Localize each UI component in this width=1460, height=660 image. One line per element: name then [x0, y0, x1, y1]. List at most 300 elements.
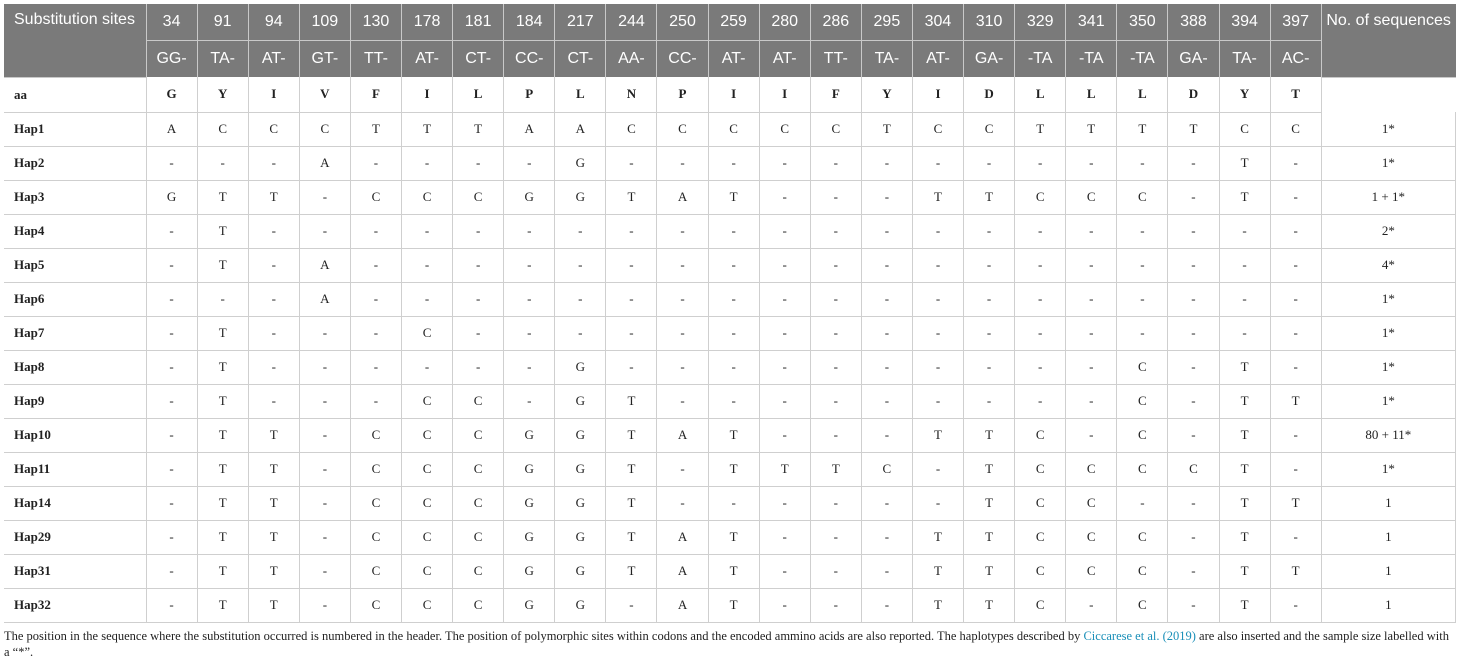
substitution-table: [4, 4, 1456, 623]
nucleotide-cell: -: [248, 146, 299, 180]
nucleotide-cell: -: [912, 248, 963, 282]
nucleotide-cell: -: [350, 350, 401, 384]
nucleotide-cell: T: [606, 452, 657, 486]
nucleotide-cell: -: [1270, 282, 1321, 316]
nucleotide-cell: -: [1168, 350, 1219, 384]
nucleotide-cell: C: [1117, 384, 1168, 418]
amino-acid-cell: I: [912, 77, 963, 112]
nucleotide-cell: -: [912, 384, 963, 418]
nucleotide-cell: -: [1015, 350, 1066, 384]
nucleotide-cell: A: [299, 248, 350, 282]
codon-header: CT-: [453, 41, 504, 78]
codon-header: TT-: [350, 41, 401, 78]
amino-acid-cell: I: [759, 77, 810, 112]
nucleotide-cell: C: [402, 384, 453, 418]
site-position-header: 109: [299, 4, 350, 41]
table-header: [4, 4, 1456, 77]
nucleotide-cell: -: [606, 214, 657, 248]
nucleotide-cell: T: [197, 520, 248, 554]
nucleotide-cell: C: [350, 554, 401, 588]
nucleotide-cell: C: [606, 112, 657, 146]
nucleotide-cell: -: [146, 350, 197, 384]
nucleotide-cell: -: [861, 350, 912, 384]
nucleotide-cell: -: [1219, 282, 1270, 316]
nucleotide-cell: -: [453, 248, 504, 282]
nucleotide-cell: C: [1270, 112, 1321, 146]
nucleotide-cell: -: [861, 486, 912, 520]
nucleotide-cell: -: [453, 282, 504, 316]
nucleotide-cell: -: [402, 214, 453, 248]
site-position-header: 304: [912, 4, 963, 41]
nucleotide-cell: C: [402, 316, 453, 350]
nucleotide-cell: -: [1117, 146, 1168, 180]
nucleotide-cell: -: [1168, 214, 1219, 248]
nucleotide-cell: -: [1015, 214, 1066, 248]
sequence-count-cell: 1*: [1321, 316, 1455, 350]
nucleotide-cell: -: [1066, 350, 1117, 384]
nucleotide-cell: C: [402, 486, 453, 520]
nucleotide-cell: C: [1015, 588, 1066, 622]
nucleotide-cell: G: [555, 418, 606, 452]
amino-acid-cell: I: [248, 77, 299, 112]
amino-acid-cell: I: [708, 77, 759, 112]
nucleotide-cell: -: [248, 282, 299, 316]
nucleotide-cell: C: [402, 452, 453, 486]
amino-acid-row: [4, 77, 1456, 112]
amino-acid-cell: L: [1066, 77, 1117, 112]
nucleotide-cell: -: [453, 350, 504, 384]
nucleotide-cell: -: [810, 180, 861, 214]
nucleotide-cell: T: [1117, 112, 1168, 146]
nucleotide-cell: C: [350, 588, 401, 622]
site-position-header: 341: [1066, 4, 1117, 41]
nucleotide-cell: -: [759, 520, 810, 554]
nucleotide-cell: C: [708, 112, 759, 146]
site-position-header: 244: [606, 4, 657, 41]
nucleotide-cell: T: [964, 418, 1015, 452]
nucleotide-cell: -: [504, 248, 555, 282]
codon-header: GA-: [1168, 41, 1219, 78]
nucleotide-cell: T: [197, 214, 248, 248]
nucleotide-cell: C: [350, 520, 401, 554]
nucleotide-cell: T: [964, 180, 1015, 214]
nucleotide-cell: -: [912, 214, 963, 248]
nucleotide-cell: -: [402, 282, 453, 316]
amino-acid-cell: V: [299, 77, 350, 112]
caption-citation-link[interactable]: Ciccarese et al. (2019): [1083, 628, 1196, 643]
nucleotide-cell: T: [1219, 146, 1270, 180]
nucleotide-cell: T: [606, 520, 657, 554]
nucleotide-cell: T: [197, 180, 248, 214]
nucleotide-cell: T: [197, 588, 248, 622]
nucleotide-cell: T: [1219, 588, 1270, 622]
nucleotide-cell: -: [248, 384, 299, 418]
nucleotide-cell: -: [350, 248, 401, 282]
site-position-header: 130: [350, 4, 401, 41]
nucleotide-cell: T: [1270, 384, 1321, 418]
nucleotide-cell: -: [402, 146, 453, 180]
nucleotide-cell: A: [657, 180, 708, 214]
nucleotide-cell: -: [555, 248, 606, 282]
nucleotide-cell: C: [1015, 452, 1066, 486]
nucleotide-cell: T: [606, 418, 657, 452]
nucleotide-cell: A: [555, 112, 606, 146]
nucleotide-cell: C: [350, 452, 401, 486]
nucleotide-cell: -: [1168, 248, 1219, 282]
haplotype-label: Hap9: [4, 384, 146, 418]
amino-acid-cell: F: [810, 77, 861, 112]
codon-header: AA-: [606, 41, 657, 78]
nucleotide-cell: T: [248, 452, 299, 486]
nucleotide-cell: -: [810, 350, 861, 384]
nucleotide-cell: C: [453, 180, 504, 214]
nucleotide-cell: G: [504, 588, 555, 622]
nucleotide-cell: -: [504, 146, 555, 180]
nucleotide-cell: -: [1168, 588, 1219, 622]
nucleotide-cell: -: [1066, 316, 1117, 350]
nucleotide-cell: -: [708, 282, 759, 316]
nucleotide-cell: T: [708, 588, 759, 622]
nucleotide-cell: C: [1117, 588, 1168, 622]
nucleotide-cell: C: [453, 588, 504, 622]
nucleotide-cell: G: [555, 146, 606, 180]
nucleotide-cell: T: [606, 180, 657, 214]
nucleotide-cell: A: [504, 112, 555, 146]
nucleotide-cell: -: [350, 384, 401, 418]
nucleotide-cell: -: [146, 316, 197, 350]
nucleotide-cell: T: [1219, 418, 1270, 452]
nucleotide-cell: -: [146, 486, 197, 520]
nucleotide-cell: T: [248, 180, 299, 214]
nucleotide-cell: -: [299, 554, 350, 588]
amino-acid-cell: D: [964, 77, 1015, 112]
caption-text-end: are also inserted and the sample size labelled with a “*”.: [4, 628, 1449, 659]
nucleotide-cell: -: [861, 248, 912, 282]
nucleotide-cell: A: [299, 282, 350, 316]
nucleotide-cell: -: [708, 350, 759, 384]
sequence-count-cell: 1*: [1321, 282, 1455, 316]
nucleotide-cell: -: [504, 350, 555, 384]
haplotype-row: [4, 248, 1456, 282]
codon-header: AT-: [248, 41, 299, 78]
haplotype-row: [4, 520, 1456, 554]
nucleotide-cell: -: [1270, 180, 1321, 214]
nucleotide-cell: -: [657, 350, 708, 384]
nucleotide-cell: A: [657, 588, 708, 622]
nucleotide-cell: C: [453, 418, 504, 452]
haplotype-label: Hap14: [4, 486, 146, 520]
nucleotide-cell: -: [657, 282, 708, 316]
haplotype-label: Hap1: [4, 112, 146, 146]
nucleotide-cell: C: [453, 486, 504, 520]
nucleotide-cell: -: [1066, 384, 1117, 418]
nucleotide-cell: C: [1117, 418, 1168, 452]
nucleotide-cell: T: [248, 520, 299, 554]
nucleotide-cell: -: [1219, 248, 1270, 282]
haplotype-row: [4, 486, 1456, 520]
nucleotide-cell: -: [861, 180, 912, 214]
nucleotide-cell: C: [248, 112, 299, 146]
nucleotide-cell: G: [555, 452, 606, 486]
nucleotide-cell: -: [1219, 214, 1270, 248]
nucleotide-cell: C: [453, 554, 504, 588]
nucleotide-cell: -: [861, 282, 912, 316]
nucleotide-cell: G: [504, 180, 555, 214]
nucleotide-cell: G: [504, 452, 555, 486]
nucleotide-cell: -: [1066, 146, 1117, 180]
sequence-count-cell: 1: [1321, 486, 1455, 520]
site-position-header: 259: [708, 4, 759, 41]
nucleotide-cell: -: [146, 588, 197, 622]
nucleotide-cell: T: [1270, 486, 1321, 520]
nucleotide-cell: -: [964, 248, 1015, 282]
site-position-header: 397: [1270, 4, 1321, 41]
nucleotide-cell: -: [299, 180, 350, 214]
nucleotide-cell: -: [504, 384, 555, 418]
site-position-header: 184: [504, 4, 555, 41]
nucleotide-cell: -: [861, 520, 912, 554]
nucleotide-cell: -: [964, 214, 1015, 248]
nucleotide-cell: A: [299, 146, 350, 180]
nucleotide-cell: C: [1015, 554, 1066, 588]
amino-acid-cell: F: [350, 77, 401, 112]
nucleotide-cell: -: [810, 248, 861, 282]
haplotype-label: Hap7: [4, 316, 146, 350]
nucleotide-cell: -: [606, 588, 657, 622]
nucleotide-cell: C: [453, 520, 504, 554]
nucleotide-cell: T: [248, 418, 299, 452]
nucleotide-cell: -: [555, 316, 606, 350]
nucleotide-cell: T: [197, 486, 248, 520]
nucleotide-cell: -: [606, 316, 657, 350]
nucleotide-cell: -: [861, 384, 912, 418]
nucleotide-cell: -: [402, 350, 453, 384]
nucleotide-cell: -: [810, 214, 861, 248]
nucleotide-cell: -: [299, 418, 350, 452]
nucleotide-cell: -: [1270, 214, 1321, 248]
nucleotide-cell: T: [708, 452, 759, 486]
nucleotide-cell: -: [197, 282, 248, 316]
sequence-count-header: No. of sequences: [1321, 4, 1455, 77]
nucleotide-cell: G: [555, 486, 606, 520]
haplotype-row: [4, 316, 1456, 350]
nucleotide-cell: -: [1168, 146, 1219, 180]
nucleotide-cell: -: [504, 316, 555, 350]
nucleotide-cell: -: [657, 316, 708, 350]
amino-acid-cell: N: [606, 77, 657, 112]
nucleotide-cell: T: [1219, 486, 1270, 520]
nucleotide-cell: -: [861, 418, 912, 452]
site-position-header: 280: [759, 4, 810, 41]
nucleotide-cell: -: [964, 146, 1015, 180]
nucleotide-cell: C: [1015, 180, 1066, 214]
nucleotide-cell: -: [146, 520, 197, 554]
nucleotide-cell: -: [708, 486, 759, 520]
table-caption: [4, 628, 1456, 660]
haplotype-row: [4, 282, 1456, 316]
nucleotide-cell: T: [912, 554, 963, 588]
sequence-count-cell: 2*: [1321, 214, 1455, 248]
nucleotide-cell: -: [810, 316, 861, 350]
nucleotide-cell: -: [1270, 520, 1321, 554]
nucleotide-cell: -: [861, 554, 912, 588]
nucleotide-cell: -: [708, 384, 759, 418]
nucleotide-cell: -: [759, 214, 810, 248]
amino-acid-cell: Y: [1219, 77, 1270, 112]
haplotype-row: [4, 588, 1456, 622]
nucleotide-cell: -: [453, 146, 504, 180]
nucleotide-cell: -: [810, 418, 861, 452]
nucleotide-cell: -: [248, 248, 299, 282]
nucleotide-cell: T: [708, 520, 759, 554]
nucleotide-cell: T: [1219, 554, 1270, 588]
nucleotide-cell: C: [1066, 520, 1117, 554]
nucleotide-cell: T: [197, 316, 248, 350]
nucleotide-cell: C: [1117, 350, 1168, 384]
amino-acid-cell: L: [1015, 77, 1066, 112]
haplotype-label: Hap31: [4, 554, 146, 588]
nucleotide-cell: -: [146, 554, 197, 588]
nucleotide-cell: -: [504, 282, 555, 316]
codon-header: GA-: [964, 41, 1015, 78]
codon-header: -TA: [1015, 41, 1066, 78]
nucleotide-cell: C: [453, 384, 504, 418]
nucleotide-cell: -: [759, 180, 810, 214]
nucleotide-cell: -: [1066, 282, 1117, 316]
nucleotide-cell: T: [912, 418, 963, 452]
sequence-count-cell: 1*: [1321, 112, 1455, 146]
haplotype-label: Hap3: [4, 180, 146, 214]
nucleotide-cell: -: [299, 452, 350, 486]
nucleotide-cell: -: [146, 282, 197, 316]
sequence-count-cell: 1 + 1*: [1321, 180, 1455, 214]
nucleotide-cell: T: [1219, 350, 1270, 384]
nucleotide-cell: T: [197, 418, 248, 452]
codon-header: AT-: [708, 41, 759, 78]
codon-header: CC-: [657, 41, 708, 78]
nucleotide-cell: -: [912, 350, 963, 384]
nucleotide-cell: T: [912, 520, 963, 554]
codon-header: TA-: [197, 41, 248, 78]
nucleotide-cell: -: [1270, 316, 1321, 350]
nucleotide-cell: G: [504, 554, 555, 588]
nucleotide-cell: C: [1117, 554, 1168, 588]
nucleotide-cell: C: [402, 588, 453, 622]
codon-header: TT-: [810, 41, 861, 78]
nucleotide-cell: C: [1219, 112, 1270, 146]
nucleotide-cell: -: [1015, 384, 1066, 418]
nucleotide-cell: -: [1117, 282, 1168, 316]
nucleotide-cell: T: [912, 180, 963, 214]
haplotype-row: [4, 452, 1456, 486]
site-position-header: 350: [1117, 4, 1168, 41]
amino-acid-cell: P: [504, 77, 555, 112]
nucleotide-cell: C: [657, 112, 708, 146]
nucleotide-cell: T: [453, 112, 504, 146]
nucleotide-cell: T: [197, 350, 248, 384]
haplotype-label: Hap11: [4, 452, 146, 486]
nucleotide-cell: -: [861, 588, 912, 622]
nucleotide-cell: -: [1015, 248, 1066, 282]
nucleotide-cell: C: [759, 112, 810, 146]
nucleotide-cell: -: [810, 486, 861, 520]
amino-acid-cell: I: [402, 77, 453, 112]
nucleotide-cell: C: [1015, 486, 1066, 520]
haplotype-label: Hap4: [4, 214, 146, 248]
nucleotide-cell: C: [1066, 554, 1117, 588]
nucleotide-cell: -: [1117, 486, 1168, 520]
sequence-count-cell: 1: [1321, 588, 1455, 622]
haplotype-row: [4, 112, 1456, 146]
haplotype-label: Hap2: [4, 146, 146, 180]
nucleotide-cell: -: [759, 282, 810, 316]
nucleotide-cell: C: [1015, 520, 1066, 554]
nucleotide-cell: C: [299, 112, 350, 146]
nucleotide-cell: -: [912, 146, 963, 180]
nucleotide-cell: -: [504, 214, 555, 248]
nucleotide-cell: -: [759, 418, 810, 452]
nucleotide-cell: -: [657, 384, 708, 418]
site-position-header: 286: [810, 4, 861, 41]
amino-acid-cell: D: [1168, 77, 1219, 112]
nucleotide-cell: G: [504, 520, 555, 554]
nucleotide-cell: T: [248, 554, 299, 588]
nucleotide-cell: -: [606, 350, 657, 384]
nucleotide-cell: T: [964, 452, 1015, 486]
nucleotide-cell: -: [810, 554, 861, 588]
site-position-header: 310: [964, 4, 1015, 41]
nucleotide-cell: -: [759, 384, 810, 418]
nucleotide-cell: G: [555, 350, 606, 384]
nucleotide-cell: -: [912, 486, 963, 520]
sequence-count-cell: 4*: [1321, 248, 1455, 282]
nucleotide-cell: -: [810, 146, 861, 180]
nucleotide-cell: -: [964, 282, 1015, 316]
nucleotide-cell: T: [759, 452, 810, 486]
nucleotide-cell: -: [1168, 418, 1219, 452]
nucleotide-cell: -: [248, 350, 299, 384]
amino-acid-cell: L: [555, 77, 606, 112]
nucleotide-cell: C: [350, 418, 401, 452]
nucleotide-cell: -: [964, 350, 1015, 384]
nucleotide-cell: -: [299, 214, 350, 248]
nucleotide-cell: G: [555, 520, 606, 554]
nucleotide-cell: -: [708, 316, 759, 350]
nucleotide-cell: -: [606, 146, 657, 180]
nucleotide-cell: -: [1168, 384, 1219, 418]
site-position-header: 178: [402, 4, 453, 41]
nucleotide-cell: T: [606, 384, 657, 418]
nucleotide-cell: T: [861, 112, 912, 146]
nucleotide-cell: -: [708, 248, 759, 282]
site-position-header: 250: [657, 4, 708, 41]
nucleotide-cell: T: [708, 554, 759, 588]
nucleotide-cell: C: [350, 180, 401, 214]
nucleotide-cell: T: [912, 588, 963, 622]
nucleotide-cell: -: [810, 384, 861, 418]
nucleotide-cell: -: [1270, 146, 1321, 180]
nucleotide-cell: T: [197, 384, 248, 418]
nucleotide-cell: T: [964, 588, 1015, 622]
nucleotide-cell: C: [1066, 452, 1117, 486]
nucleotide-cell: C: [861, 452, 912, 486]
nucleotide-cell: C: [453, 452, 504, 486]
nucleotide-cell: T: [248, 588, 299, 622]
nucleotide-cell: C: [402, 180, 453, 214]
nucleotide-cell: T: [1168, 112, 1219, 146]
nucleotide-cell: -: [350, 316, 401, 350]
nucleotide-cell: A: [146, 112, 197, 146]
